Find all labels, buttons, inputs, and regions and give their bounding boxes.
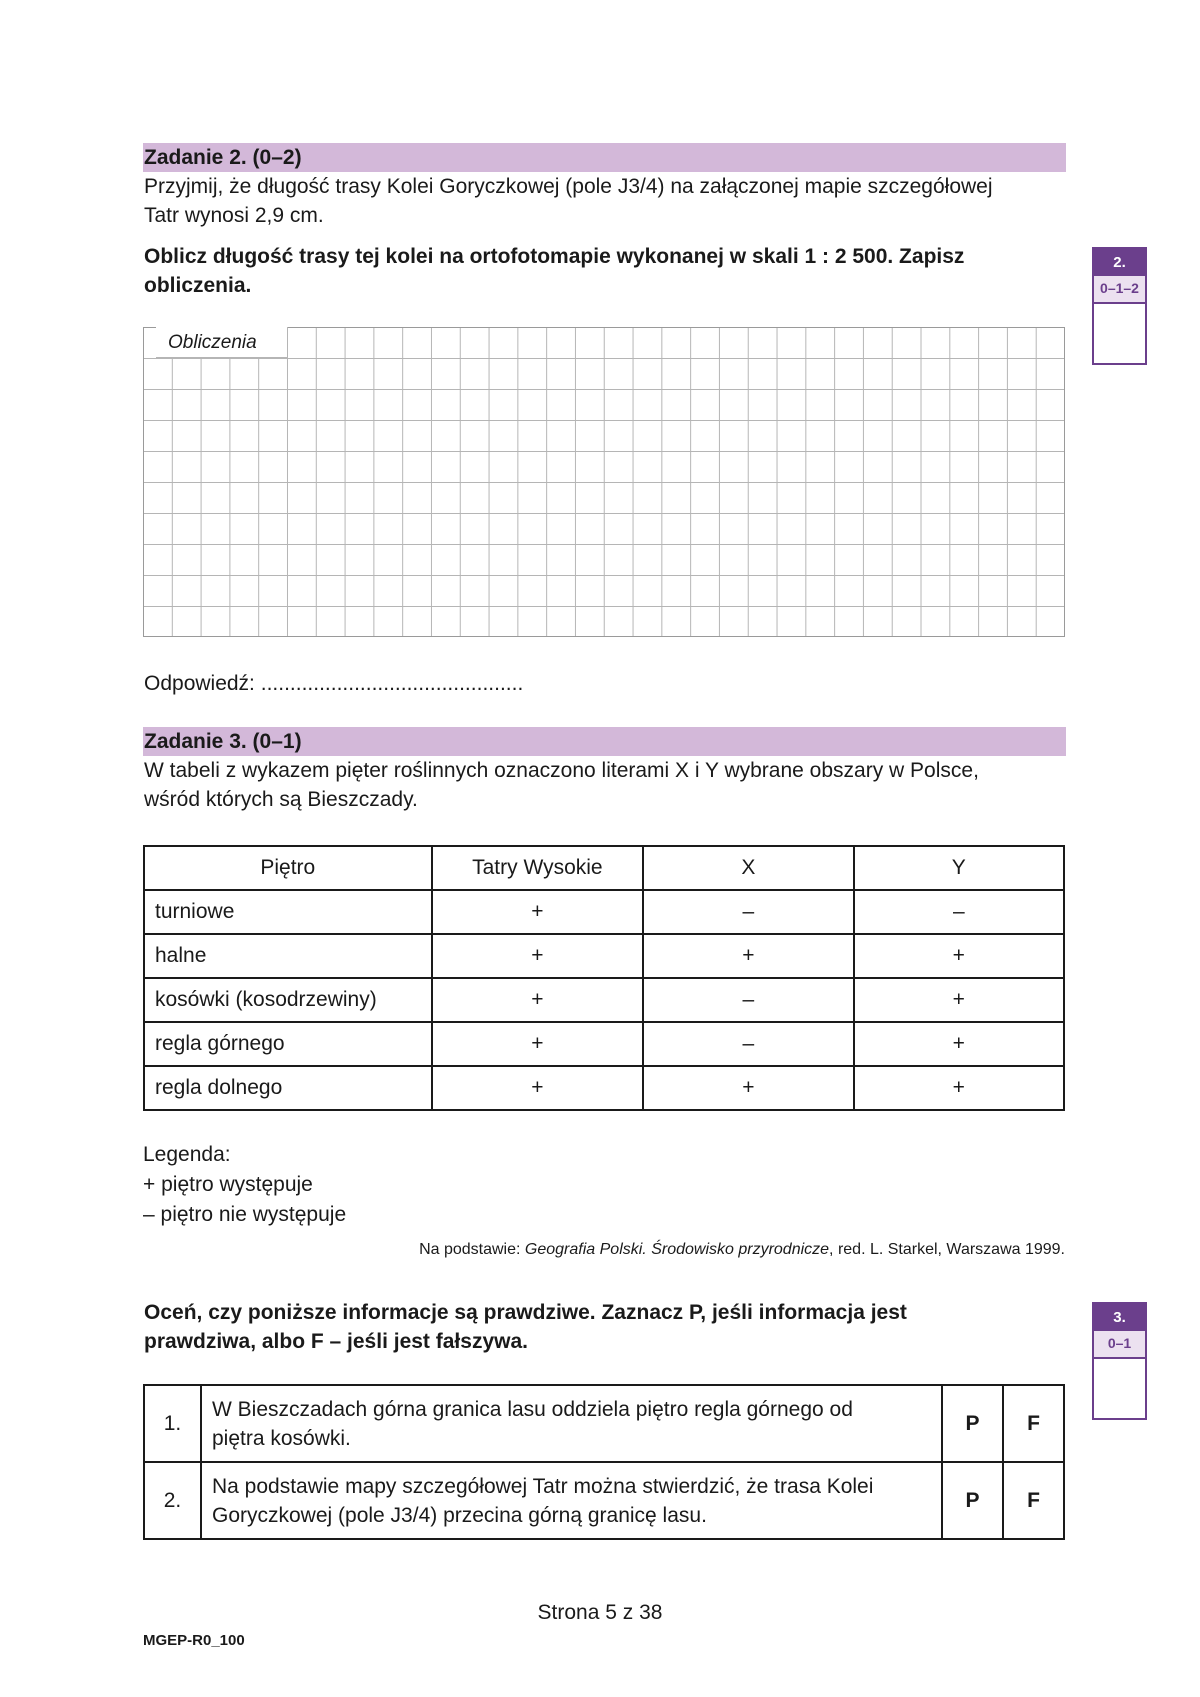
zone-name: regla dolnego bbox=[144, 1066, 432, 1110]
statement-row bbox=[144, 1385, 1064, 1462]
statement-text: W Bieszczadach górna granica lasu oddziela piętro regla górnego od piętra kosówki. bbox=[201, 1385, 942, 1462]
cell-tatry: + bbox=[432, 1066, 644, 1110]
task3-header: Zadanie 3. (0–1) bbox=[143, 727, 1066, 756]
legend-title: Legenda: bbox=[143, 1143, 231, 1166]
legend-minus: – piętro nie występuje bbox=[143, 1203, 347, 1226]
cell-tatry: + bbox=[432, 978, 644, 1022]
true-option[interactable]: P bbox=[942, 1385, 1003, 1462]
table-row bbox=[144, 890, 1064, 934]
page-number: Strona 5 z 38 bbox=[537, 1601, 663, 1624]
false-option[interactable]: F bbox=[1003, 1462, 1064, 1539]
table-row bbox=[144, 1022, 1064, 1066]
cell-y: + bbox=[854, 1066, 1064, 1110]
task3-score-points: 0–1 bbox=[1094, 1331, 1145, 1359]
task3-score-field[interactable] bbox=[1094, 1359, 1145, 1418]
column-header: Piętro bbox=[144, 846, 432, 890]
zone-name: halne bbox=[144, 934, 432, 978]
legend bbox=[143, 1140, 346, 1230]
cell-x: + bbox=[643, 1066, 853, 1110]
cell-x: – bbox=[643, 890, 853, 934]
task2-score-points: 0–1–2 bbox=[1094, 276, 1145, 304]
cell-tatry: + bbox=[432, 934, 644, 978]
cell-x: – bbox=[643, 978, 853, 1022]
calculation-grid[interactable] bbox=[143, 327, 1065, 637]
task2-header: Zadanie 2. (0–2) bbox=[143, 143, 1066, 172]
cell-tatry: + bbox=[432, 890, 644, 934]
zone-name: kosówki (kosodrzewiny) bbox=[144, 978, 432, 1022]
legend-plus: + piętro występuje bbox=[143, 1173, 313, 1196]
cell-y: + bbox=[854, 934, 1064, 978]
vegetation-zones-table bbox=[143, 845, 1065, 1111]
cell-x: – bbox=[643, 1022, 853, 1066]
zone-name: turniowe bbox=[144, 890, 432, 934]
statement-text: Na podstawie mapy szczegółowej Tatr można stwierdzić, że trasa Kolei Goryczkowej (pole J3/4) przecina górną granicę lasu. bbox=[201, 1462, 942, 1539]
task2-answer-line[interactable]: Odpowiedź: ............................................. bbox=[144, 672, 524, 695]
task2-score-box bbox=[1092, 247, 1147, 365]
source-citation: Na podstawie: Geografia Polski. Środowisko przyrodnicze, red. L. Starkel, Warszawa 1999. bbox=[419, 1241, 1065, 1258]
task2-instruction: Oblicz długość trasy tej kolei na ortofotomapie wykonanej w skali 1 : 2 500. Zapisz obliczenia. bbox=[144, 245, 965, 297]
task3-instruction: Oceń, czy poniższe informacje są prawdziwe. Zaznacz P, jeśli informacja jest prawdziwa, albo F – jeśli jest fałszywa. bbox=[144, 1301, 907, 1353]
task3-intro: W tabeli z wykazem pięter roślinnych oznaczono literami X i Y wybrane obszary w Polsce, wśród których są Bieszczady. bbox=[144, 759, 979, 811]
calculation-label: Obliczenia bbox=[156, 327, 288, 358]
zone-name: regla górnego bbox=[144, 1022, 432, 1066]
statement-number: 1. bbox=[144, 1385, 201, 1462]
column-header: Y bbox=[854, 846, 1064, 890]
column-header: Tatry Wysokie bbox=[432, 846, 644, 890]
statement-row bbox=[144, 1462, 1064, 1539]
table-header-row bbox=[144, 846, 1064, 890]
task3-score-box bbox=[1092, 1302, 1147, 1420]
true-false-table bbox=[143, 1384, 1065, 1540]
cell-y: + bbox=[854, 1022, 1064, 1066]
table-row bbox=[144, 934, 1064, 978]
cell-y: – bbox=[854, 890, 1064, 934]
task2-score-field[interactable] bbox=[1094, 304, 1145, 363]
task2-score-number: 2. bbox=[1094, 249, 1145, 276]
cell-x: + bbox=[643, 934, 853, 978]
statement-number: 2. bbox=[144, 1462, 201, 1539]
table-row bbox=[144, 978, 1064, 1022]
false-option[interactable]: F bbox=[1003, 1385, 1064, 1462]
exam-code: MGEP-R0_100 bbox=[143, 1632, 245, 1649]
task2-intro: Przyjmij, że długość trasy Kolei Goryczkowej (pole J3/4) na załączonej mapie szczegółowej Tatr wynosi 2,9 cm. bbox=[144, 175, 993, 227]
task3-score-number: 3. bbox=[1094, 1304, 1145, 1331]
true-option[interactable]: P bbox=[942, 1462, 1003, 1539]
table-row bbox=[144, 1066, 1064, 1110]
cell-y: + bbox=[854, 978, 1064, 1022]
cell-tatry: + bbox=[432, 1022, 644, 1066]
column-header: X bbox=[643, 846, 853, 890]
